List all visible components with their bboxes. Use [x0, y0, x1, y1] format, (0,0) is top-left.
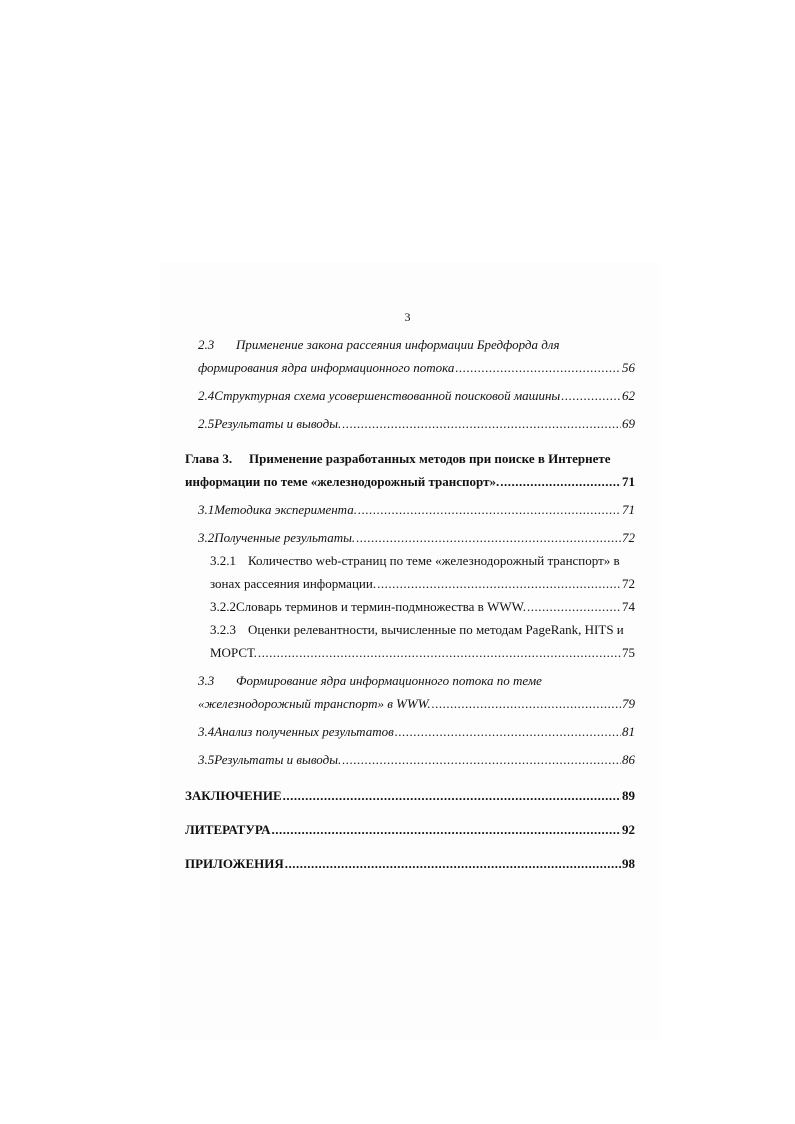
section-title: Полученные результаты.: [214, 530, 356, 545]
leader-dots: [356, 530, 621, 546]
section-title: Результаты и выводы.: [214, 416, 342, 431]
section-number: 3.3: [198, 673, 215, 688]
page-ref: 79: [622, 696, 635, 711]
section-title: Результаты и выводы.: [214, 752, 342, 767]
toc-entry-3-5[interactable]: [198, 752, 635, 768]
toc-appendix[interactable]: [185, 856, 635, 872]
toc-entry-2-3-line2[interactable]: [198, 360, 635, 376]
subsection-title-cont: МОРСТ.: [210, 645, 257, 660]
subsection-number: 3.2.1: [210, 553, 236, 568]
page-ref: 69: [622, 416, 635, 431]
page-ref: 71: [622, 502, 635, 517]
toc-conclusion[interactable]: [185, 788, 635, 804]
chapter-title: Применение разработанных методов при поиске в Интернете: [249, 451, 611, 466]
toc-entry-3-3-line2[interactable]: [198, 696, 635, 712]
page-ref: 86: [622, 752, 635, 767]
toc-entry-3-2-1-line1[interactable]: [210, 553, 620, 569]
toc-entry-2-3-line1[interactable]: [198, 337, 560, 353]
page-ref: 74: [622, 599, 635, 614]
page-ref: 72: [622, 530, 635, 545]
section-title: Анализ полученных результатов: [214, 724, 394, 739]
page-ref: 89: [622, 788, 635, 803]
page-ref: 98: [622, 856, 635, 871]
leader-dots: [432, 696, 621, 712]
page-ref: 62: [622, 388, 635, 403]
subsection-title-cont: зонах рассеяния информации.: [210, 576, 377, 591]
leader-dots: [377, 576, 621, 592]
section-number: 3.2: [198, 530, 215, 545]
page-number: 3: [404, 310, 411, 324]
leader-dots: [358, 502, 621, 518]
section-number: 3.1: [198, 502, 215, 517]
toc-chapter-3-line2[interactable]: [185, 474, 635, 490]
toc-entry-3-2-2[interactable]: [210, 599, 635, 615]
section-title: Формирование ядра информационного потока по теме: [236, 673, 542, 688]
leader-dots: [283, 788, 621, 804]
page-ref: 71: [622, 474, 635, 489]
section-title: Структурная схема усовершенствованной поисковой машины: [214, 388, 561, 403]
section-title-cont: «железнодорожный транспорт» в WWW.: [198, 696, 431, 711]
page-ref: 56: [622, 360, 635, 375]
page-ref: 72: [622, 576, 635, 591]
subsection-title: Оценки релевантности, вычисленные по методам PageRank, HITS и: [248, 622, 624, 637]
leader-dots: [395, 724, 621, 740]
section-title: Применение закона рассеяния информации Бредфорда для: [236, 337, 560, 352]
toc-entry-2-4[interactable]: [198, 388, 635, 404]
page-ref: 92: [622, 822, 635, 837]
toc-entry-3-1[interactable]: [198, 502, 635, 518]
toc-entry-3-2-3-line2[interactable]: [210, 645, 635, 661]
chapter-number: Глава 3.: [185, 451, 233, 466]
subsection-number: 3.2.2: [210, 599, 236, 614]
section-number: 2.4: [198, 388, 215, 403]
leader-dots: [561, 388, 621, 404]
toc-literature[interactable]: [185, 822, 635, 838]
leader-dots: [455, 360, 621, 376]
section-number: 2.5: [198, 416, 215, 431]
chapter-title-cont: информации по теме «железнодорожный транспорт».: [185, 474, 500, 489]
conclusion-title: ЗАКЛЮЧЕНИЕ: [185, 788, 282, 803]
page-ref: 75: [622, 645, 635, 660]
toc-chapter-3-line1[interactable]: [185, 451, 611, 467]
section-number: 3.4: [198, 724, 215, 739]
page-ref: 81: [622, 724, 635, 739]
section-number: 3.5: [198, 752, 215, 767]
toc-entry-3-3-line1[interactable]: [198, 673, 542, 689]
section-title: Методика эксперимента.: [214, 502, 357, 517]
toc-entry-2-5[interactable]: [198, 416, 635, 432]
subsection-title: Количество web-страниц по теме «железнодорожный транспорт» в: [248, 553, 620, 568]
subsection-number: 3.2.3: [210, 622, 236, 637]
toc-entry-3-2-1-line2[interactable]: [210, 576, 635, 592]
section-number: 2.3: [198, 337, 215, 352]
leader-dots: [342, 416, 621, 432]
leader-dots: [342, 752, 621, 768]
literature-title: ЛИТЕРАТУРА: [185, 822, 271, 837]
section-title-cont: формирования ядра информационного потока: [198, 360, 455, 375]
leader-dots: [285, 856, 621, 872]
leader-dots: [258, 645, 621, 661]
appendix-title: ПРИЛОЖЕНИЯ: [185, 856, 284, 871]
leader-dots: [500, 474, 621, 490]
subsection-title: Словарь терминов и термин-подмножества в WWW.: [236, 599, 526, 614]
toc-entry-3-4[interactable]: [198, 724, 635, 740]
toc-entry-3-2-3-line1[interactable]: [210, 622, 624, 638]
toc-entry-3-2[interactable]: [198, 530, 635, 546]
leader-dots: [527, 599, 621, 615]
leader-dots: [272, 822, 621, 838]
